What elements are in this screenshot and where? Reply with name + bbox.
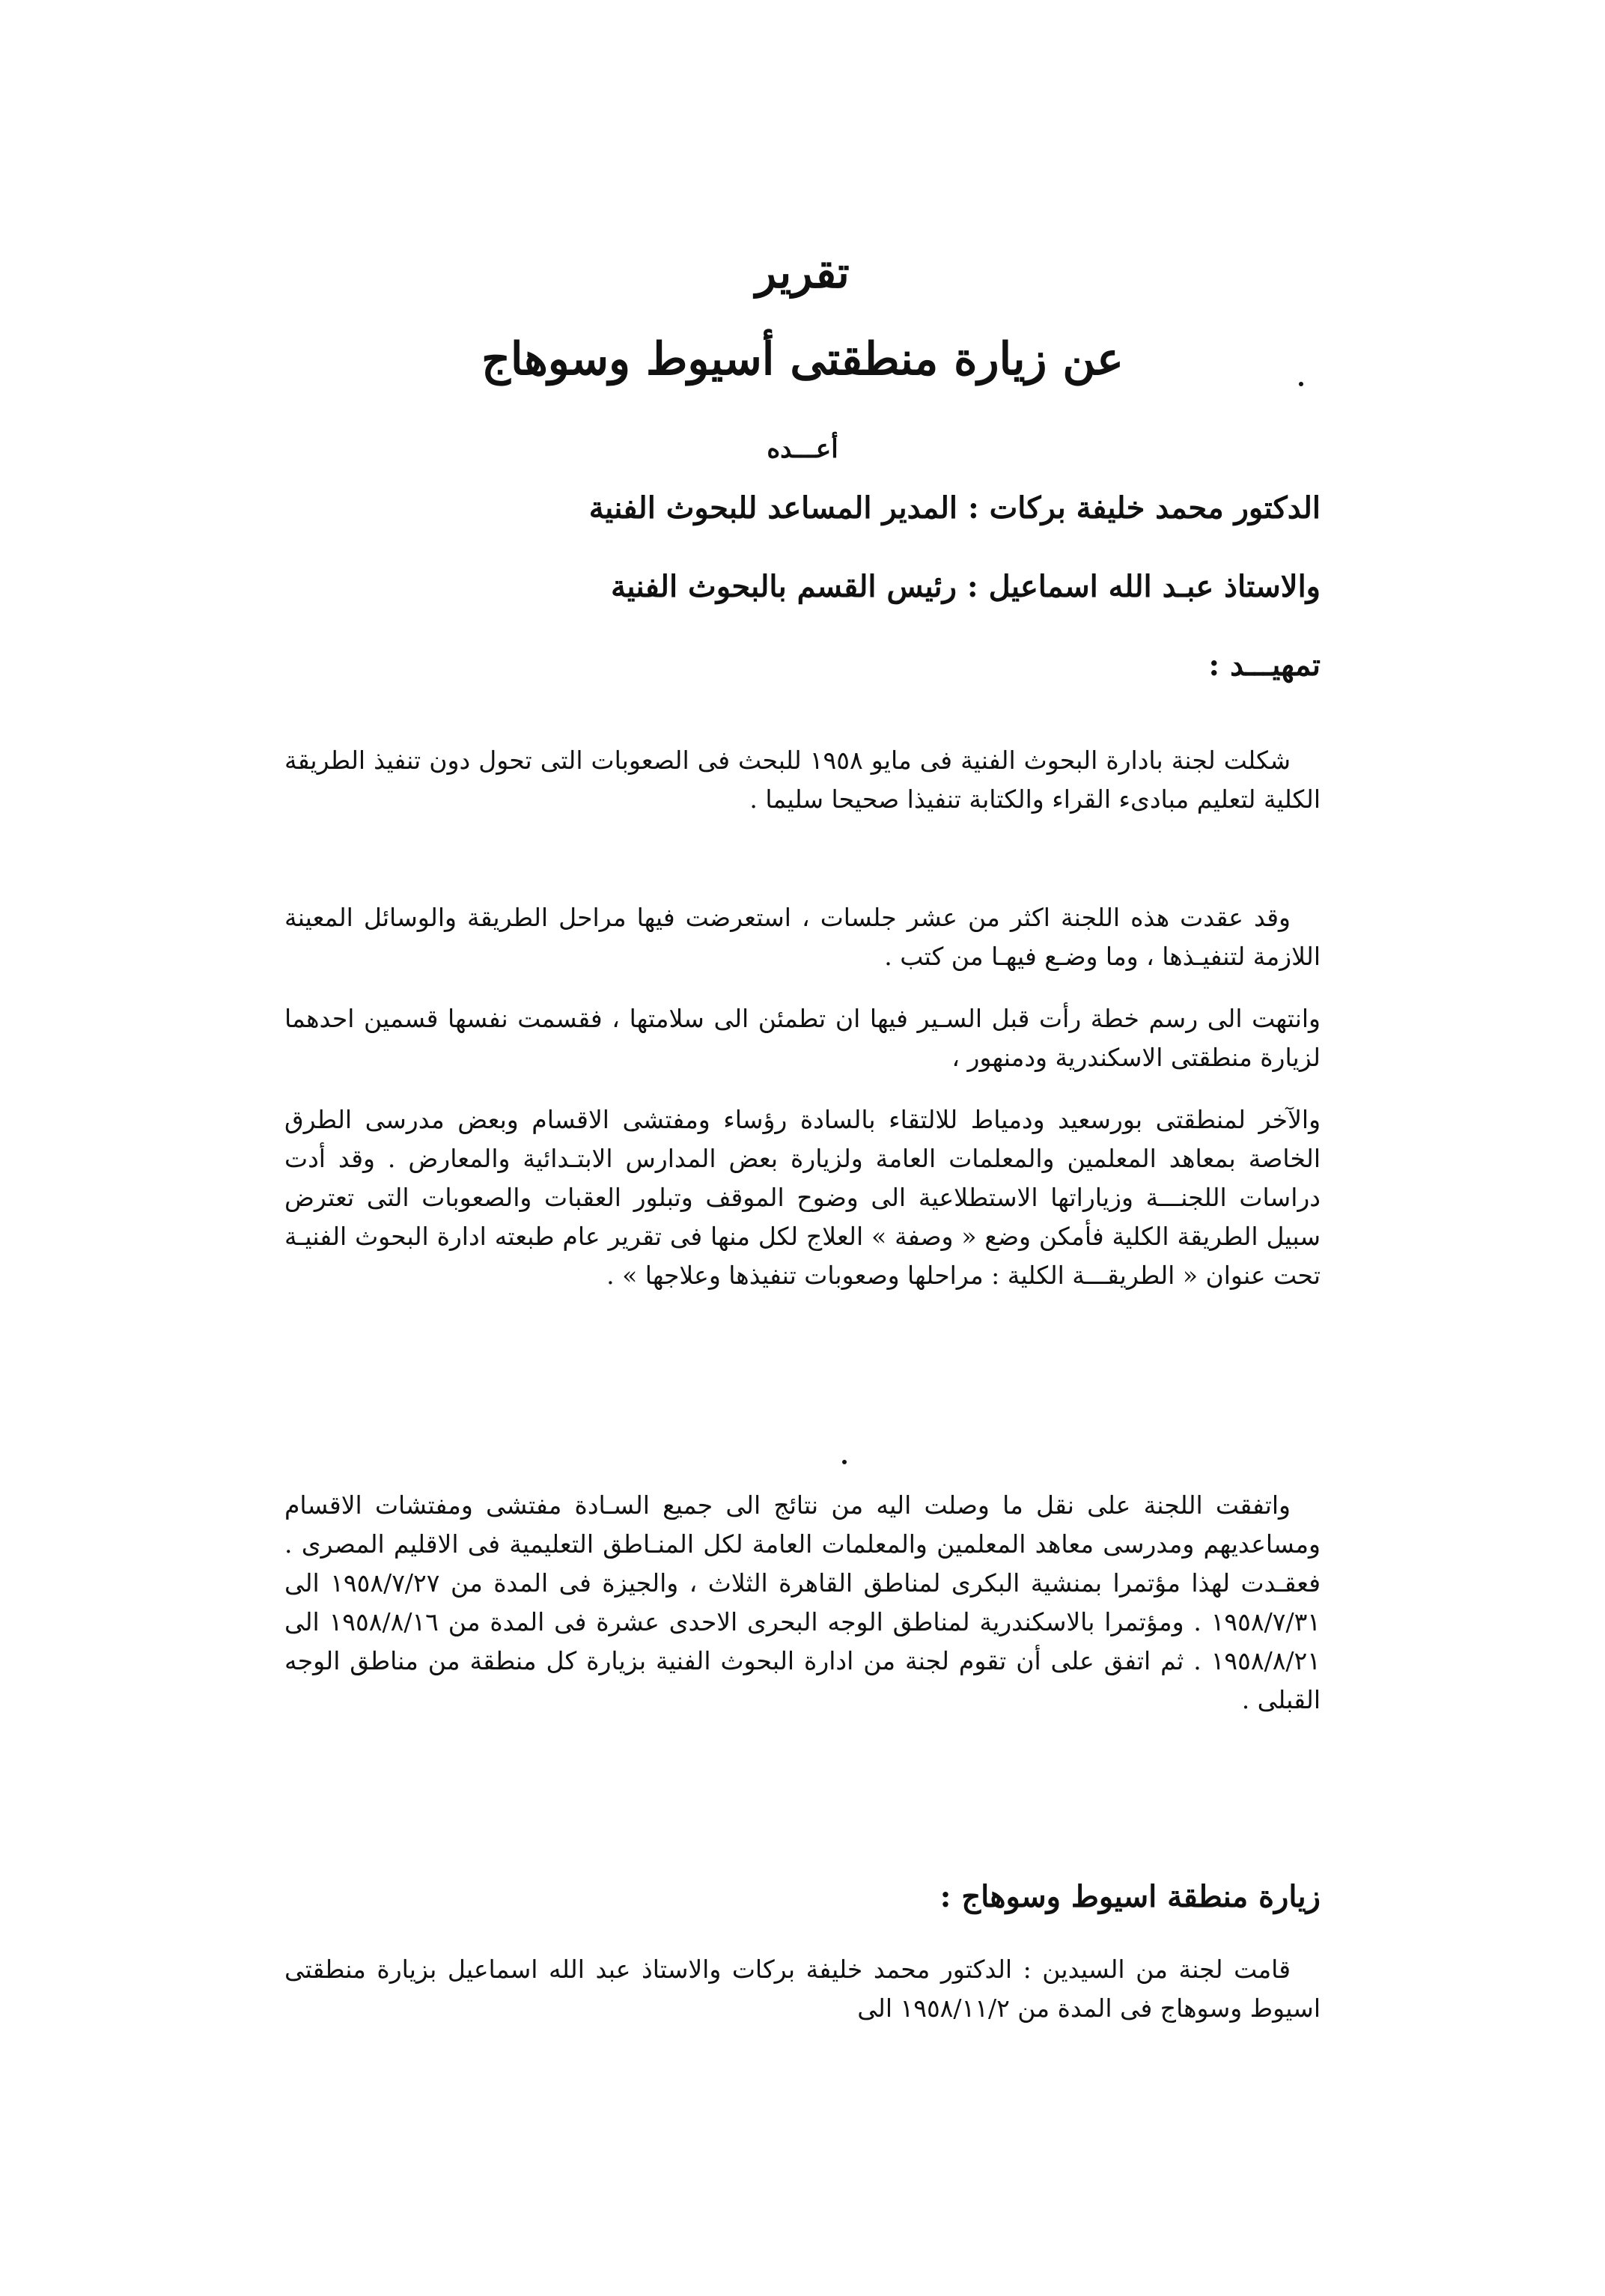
visit-heading: زيارة منطقة اسيوط وسوهاج : [939,1879,1321,1914]
body-paragraph [284,1486,1321,1720]
paragraph-text: والآخر لمنطقتى بورسعيد ودمياط للالتقاء بالسادة رؤساء ومفتشى الاقسام وبعض مدرسى الطرق الخاصة بمعاهد المعلمين والمعلمات العامة ولزيارة بعض المدارس الابتـدائية والمعارض . وقد أدت دراسات اللجنـــة وزياراتها الاستطلاعية الى وضوح الموقف وتبلور العقبات والصعوبات التى تعترض سبيل الطريقة الكلية فأمكن وضع « وصفة » العلاج لكل منها فى تقرير عام طبعته ادارة البحوث الفنيـة تحت عنوان « الطريقـــة الكلية : مراحلها وصعوبات تنفيذها وعلاجها » . [284,1105,1321,1290]
paragraph-text: قامت لجنة من السيدين : الدكتور محمد خليفة بركات والاستاذ عبد الله اسماعيل بزيارة منطقتى اسيوط وسوهاج فى المدة من ١٩٥٨/١١/٢ الى [284,1955,1321,2023]
intro-heading: تمهيـــد : [1208,648,1321,683]
report-subtitle: عن زيارة منطقتى أسيوط وسوهاج [481,333,1124,386]
author-line: والاستاذ عبـد الله اسماعيل : رئيس القسم بالبحوث الفنية [610,569,1321,604]
body-paragraph [284,898,1321,976]
body-paragraph [284,741,1321,819]
prepared-by-label: أعـــده [767,434,838,464]
body-paragraph [284,999,1321,1077]
author-line: الدكتور محمد خليفة بركات : المدير المساعد للبحوث الفنية [588,490,1321,526]
paragraph-text: وانتهت الى رسم خطة رأت قبل السـير فيها ان تطمئن الى سلامتها ، فقسمت نفسها قسمين احدهما لزيارة منطقتى الاسكندرية ودمنهور ، [284,1004,1321,1072]
body-paragraph [284,1950,1321,2028]
paragraph-text: وقد عقدت هذه اللجنة اكثر من عشر جلسات ، استعرضت فيها مراحل الطريقة والوسائل المعينة اللازمة لتنفيـذها ، وما وضـع فيهـا من كتب . [284,903,1321,971]
paragraph-text: شكلت لجنة بادارة البحوث الفنية فى مايو ١٩٥٨ للبحث فى الصعوبات التى تحول دون تنفيذ الطريقة الكلية لتعليم مبادىء القراء والكتابة تنفيذا صحيحا سليما . [284,746,1321,814]
report-title: تقرير [755,247,850,298]
paragraph-text: واتفقت اللجنة على نقل ما وصلت اليه من نتائج الى جميع السـادة مفتشى ومفتشات الاقسام ومساعديهم ومدرسى معاهد المعلمين والمعلمات العامة لكل المنـاطق التعليمية فى الاقليم المصرى . فعقـدت لهذا مؤتمرا بمنشية البكرى لمناطق القاهرة الثلاث ، والجيزة فى المدة من ١٩٥٨/٧/٢٧ الى ١٩٥٨/٧/٣١ . ومؤتمرا بالاسكندرية لمناطق الوجه البحرى الاحدى عشرة فى المدة من ١٩٥٨/٨/١٦ الى ١٩٥٨/٨/٢١ . ثم اتفق على أن تقوم لجنة من ادارة البحوث الفنية بزيارة كل منطقة من مناطق الوجه القبلى . [284,1490,1321,1714]
ink-dot [842,1460,847,1464]
body-paragraph [284,1100,1321,1295]
